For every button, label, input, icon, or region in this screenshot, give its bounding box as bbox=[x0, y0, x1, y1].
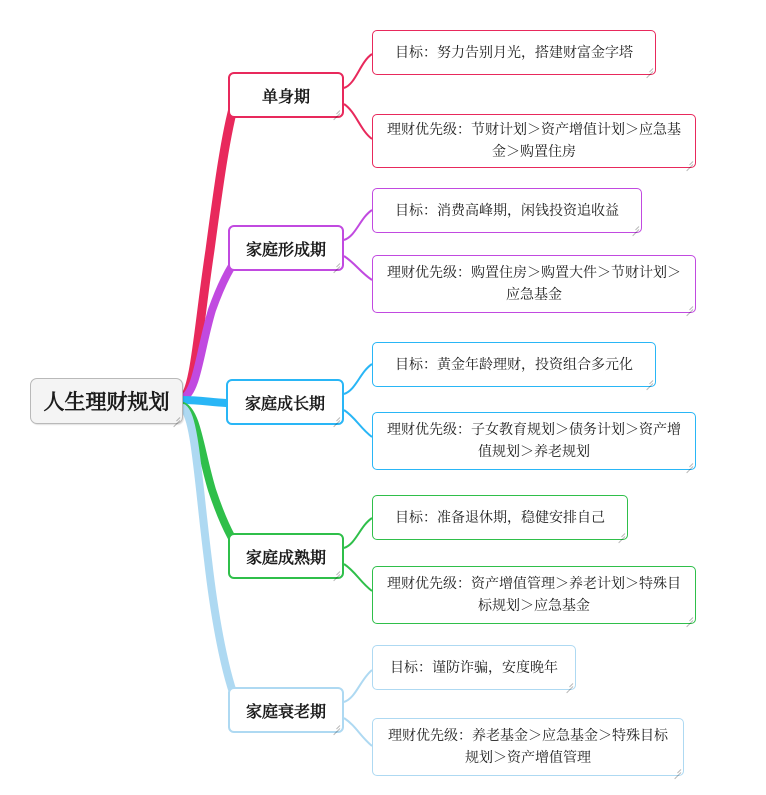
connector-branch-2-leaf-2 bbox=[344, 256, 372, 280]
leaf-node-3-2[interactable] bbox=[372, 412, 696, 470]
branch-node-4-label: 家庭成熟期 bbox=[245, 549, 326, 567]
resize-grip-icon bbox=[644, 64, 653, 73]
leaf-node-2-1[interactable] bbox=[372, 188, 642, 233]
branch-node-1-label: 单身期 bbox=[261, 88, 310, 106]
root-node[interactable] bbox=[30, 378, 183, 424]
branch-node-4[interactable] bbox=[228, 533, 344, 579]
connector-branch-2-leaf-1 bbox=[344, 210, 372, 240]
resize-grip-icon bbox=[684, 613, 693, 622]
branch-node-1[interactable] bbox=[228, 72, 344, 118]
resize-grip-icon bbox=[331, 721, 340, 730]
resize-grip-icon bbox=[644, 376, 653, 385]
branch-node-3-label: 家庭成长期 bbox=[244, 395, 325, 413]
leaf-node-4-1[interactable] bbox=[372, 495, 628, 540]
connector-branch-5-leaf-2 bbox=[344, 718, 372, 746]
leaf-node-5-2-text: 理财优先级：养老基金＞应急基金＞特殊目标规划＞资产增值管理 bbox=[388, 727, 668, 765]
connector-branch-1-leaf-2 bbox=[344, 104, 372, 139]
leaf-node-5-1[interactable] bbox=[372, 645, 576, 690]
leaf-node-1-1[interactable] bbox=[372, 30, 656, 75]
leaf-node-4-2-text: 理财优先级：资产增值管理＞养老计划＞特殊目标规划＞应急基金 bbox=[387, 575, 681, 613]
leaf-node-2-1-text: 目标：消费高峰期，闲钱投资追收益 bbox=[395, 201, 619, 218]
connector-branch-3-leaf-2 bbox=[344, 410, 372, 437]
leaf-node-5-2[interactable] bbox=[372, 718, 684, 776]
leaf-node-3-1[interactable] bbox=[372, 342, 656, 387]
resize-grip-icon bbox=[616, 529, 625, 538]
leaf-node-3-1-text: 目标：黄金年龄理财，投资组合多元化 bbox=[395, 355, 633, 372]
leaf-node-3-2-text: 理财优先级：子女教育规划＞债务计划＞资产增值规划＞养老规划 bbox=[387, 421, 681, 459]
connector-branch-3-leaf-1 bbox=[344, 364, 372, 394]
connector-branch-1-leaf-1 bbox=[344, 54, 372, 88]
connector-root-to-branch-2 bbox=[183, 250, 244, 398]
resize-grip-icon bbox=[331, 106, 340, 115]
connector-root-to-branch-3 bbox=[183, 400, 226, 403]
leaf-node-4-2[interactable] bbox=[372, 566, 696, 624]
resize-grip-icon bbox=[684, 157, 693, 166]
leaf-node-4-1-text: 目标：准备退休期，稳健安排自己 bbox=[395, 508, 605, 525]
leaf-node-1-2[interactable] bbox=[372, 114, 696, 168]
resize-grip-icon bbox=[630, 222, 639, 231]
resize-grip-icon bbox=[331, 259, 340, 268]
connector-branch-4-leaf-2 bbox=[344, 564, 372, 591]
resize-grip-icon bbox=[331, 567, 340, 576]
resize-grip-icon bbox=[331, 413, 340, 422]
resize-grip-icon bbox=[672, 765, 681, 774]
resize-grip-icon bbox=[564, 679, 573, 688]
resize-grip-icon bbox=[684, 459, 693, 468]
connector-branch-4-leaf-1 bbox=[344, 518, 372, 548]
leaf-node-2-2[interactable] bbox=[372, 255, 696, 313]
leaf-node-2-2-text: 理财优先级：购置住房＞购置大件＞节财计划＞应急基金 bbox=[387, 264, 681, 302]
branch-node-2-label: 家庭形成期 bbox=[245, 241, 326, 259]
root-node-label: 人生理财规划 bbox=[43, 391, 170, 414]
resize-grip-icon bbox=[684, 302, 693, 311]
leaf-node-1-2-text: 理财优先级：节财计划＞资产增值计划＞应急基金＞购置住房 bbox=[387, 121, 681, 159]
leaf-node-1-1-text: 目标：努力告别月光，搭建财富金字塔 bbox=[395, 43, 633, 60]
resize-grip-icon bbox=[171, 413, 180, 422]
branch-node-3[interactable] bbox=[226, 379, 344, 425]
leaf-node-5-1-text: 目标：谨防诈骗，安度晚年 bbox=[390, 658, 558, 675]
connector-branch-5-leaf-1 bbox=[344, 670, 372, 702]
branch-node-5[interactable] bbox=[228, 687, 344, 733]
branch-node-5-label: 家庭衰老期 bbox=[245, 703, 326, 721]
branch-node-2[interactable] bbox=[228, 225, 344, 271]
